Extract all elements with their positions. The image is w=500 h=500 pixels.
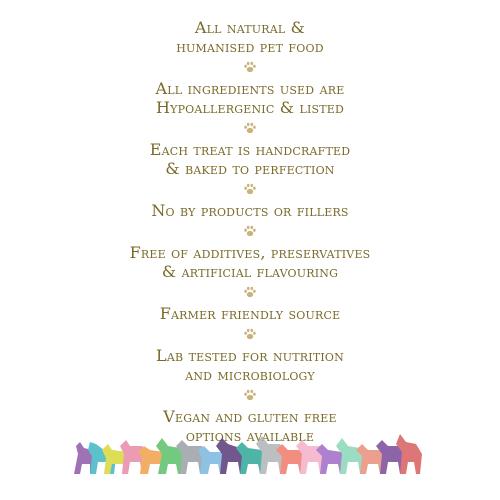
- feature-line: and microbiology: [185, 365, 315, 384]
- feature-item: [0, 201, 500, 220]
- paw-print-icon: [243, 327, 257, 341]
- paw-print-icon: [243, 60, 257, 74]
- feature-item: [0, 346, 500, 384]
- feature-line: & artificial flavouring: [161, 262, 339, 281]
- paw-print-icon: [243, 285, 257, 299]
- paw-print-icon: [243, 121, 257, 135]
- feature-line: All ingredients used are: [155, 79, 345, 98]
- feature-line: options available: [185, 426, 315, 445]
- paw-print-icon: [243, 182, 257, 196]
- feature-line: Farmer friendly source: [159, 304, 341, 323]
- feature-line: No by products or fillers: [151, 201, 349, 220]
- feature-item: [0, 18, 500, 56]
- feature-line: All natural &: [194, 18, 306, 37]
- feature-line: Lab tested for nutrition: [156, 346, 344, 365]
- dog-silhouettes-illustration: [70, 424, 430, 476]
- feature-item: [0, 79, 500, 117]
- feature-item: [0, 304, 500, 323]
- paw-print-icon: [243, 224, 257, 238]
- feature-line: & baked to perfection: [165, 159, 335, 178]
- feature-line: humanised pet food: [176, 37, 324, 56]
- feature-list: [0, 18, 500, 445]
- feature-line: Hypoallergenic & listed: [155, 98, 345, 117]
- paw-print-icon: [243, 388, 257, 402]
- feature-line: Free of additives, preservatives: [129, 243, 371, 262]
- feature-item: [0, 140, 500, 178]
- feature-line: Each treat is handcrafted: [149, 140, 351, 159]
- feature-line: Vegan and gluten free: [163, 407, 337, 426]
- feature-item: [0, 243, 500, 281]
